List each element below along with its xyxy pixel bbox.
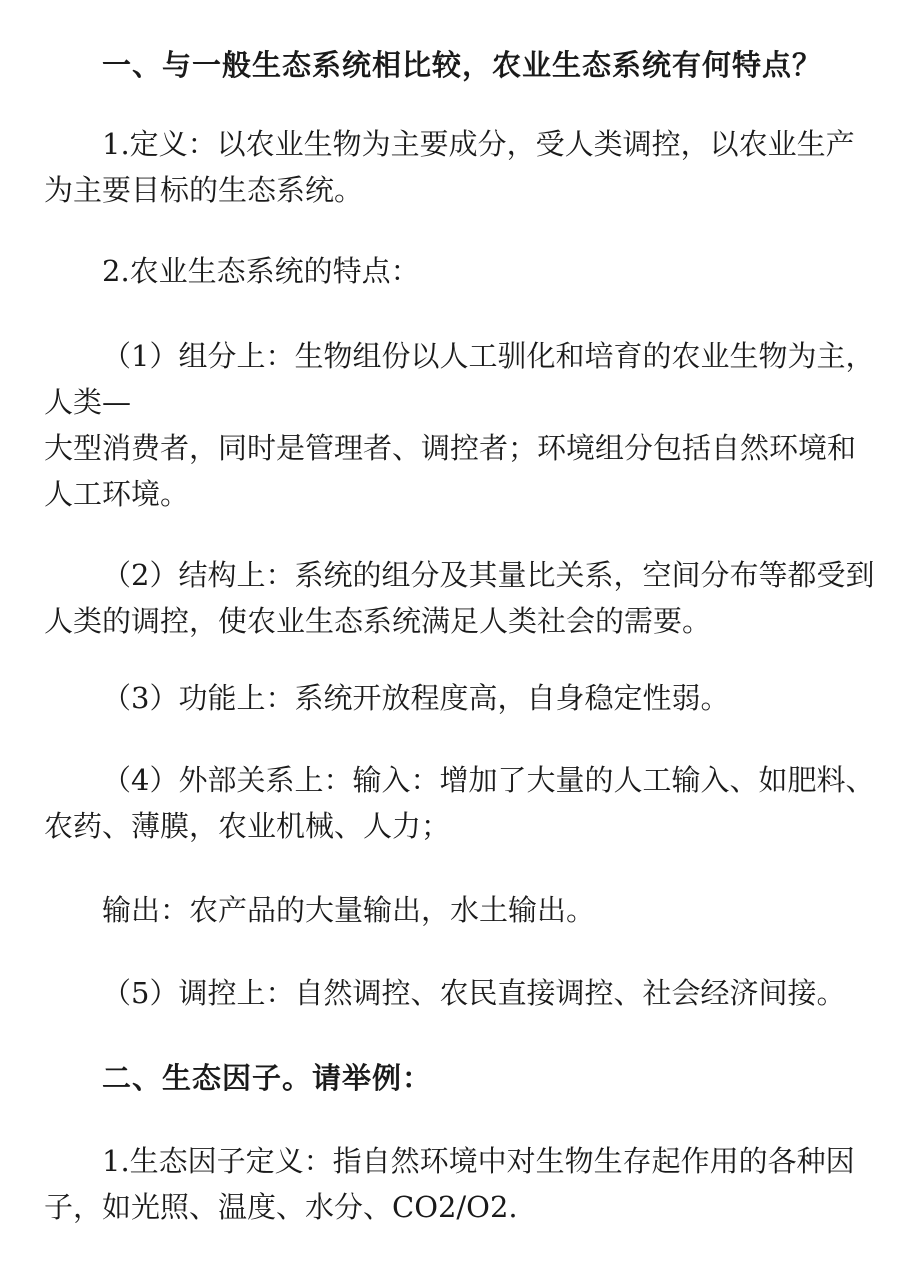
section2-definition — [44, 1138, 884, 1230]
feature-item-2-line-2: 人类的调控，使农业生态系统满足人类社会的需要。 — [44, 604, 712, 638]
feature-item-1-line-1: （1）组分上：生物组份以人工驯化和培育的农业生物为主， — [102, 339, 875, 373]
feature-item-1-line-2: 人类— — [44, 385, 132, 419]
feature-item-2-line-1: （2）结构上：系统的组分及其量比关系，空间分布等都受到 — [102, 558, 875, 592]
feature-item-1-line-4: 人工环境。 — [44, 477, 190, 511]
section2-definition-line-2: 子，如光照、温度、水分、CO2/O2. — [44, 1190, 518, 1224]
feature-item-4 — [44, 757, 884, 849]
feature-output — [44, 887, 884, 933]
features-title-text: 2.农业生态系统的特点： — [102, 254, 420, 288]
feature-item-1 — [44, 333, 884, 517]
section1-definition — [44, 121, 884, 213]
features-title — [44, 248, 884, 294]
feature-item-1-line-3: 大型消费者，同时是管理者、调控者；环境组分包括自然环境和 — [44, 431, 857, 465]
feature-item-5 — [44, 970, 884, 1016]
feature-item-2 — [44, 552, 884, 644]
feature-item-4-line-2: 农药、薄膜，农业机械、人力； — [44, 809, 451, 843]
section1-title-text: 一、与一般生态系统相比较，农业生态系统有何特点？ — [102, 48, 823, 82]
feature-output-line-1: 输出：农产品的大量输出，水土输出。 — [102, 893, 596, 927]
feature-item-4-line-1: （4）外部关系上：输入：增加了大量的人工输入、如肥料、 — [102, 763, 875, 797]
feature-item-3 — [44, 675, 884, 721]
section2-definition-line-1: 1.生态因子定义：指自然环境中对生物生存起作用的各种因 — [102, 1144, 855, 1178]
section2-title — [44, 1055, 884, 1101]
feature-item-5-line-1: （5）调控上：自然调控、农民直接调控、社会经济间接。 — [102, 976, 846, 1010]
definition-line-2: 为主要目标的生态系统。 — [44, 173, 364, 207]
feature-item-3-line-1: （3）功能上：系统开放程度高，自身稳定性弱。 — [102, 681, 730, 715]
section2-title-text: 二、生态因子。请举例： — [102, 1061, 433, 1095]
definition-line-1: 1.定义：以农业生物为主要成分，受人类调控，以农业生产 — [102, 127, 855, 161]
section1-title — [44, 42, 884, 88]
